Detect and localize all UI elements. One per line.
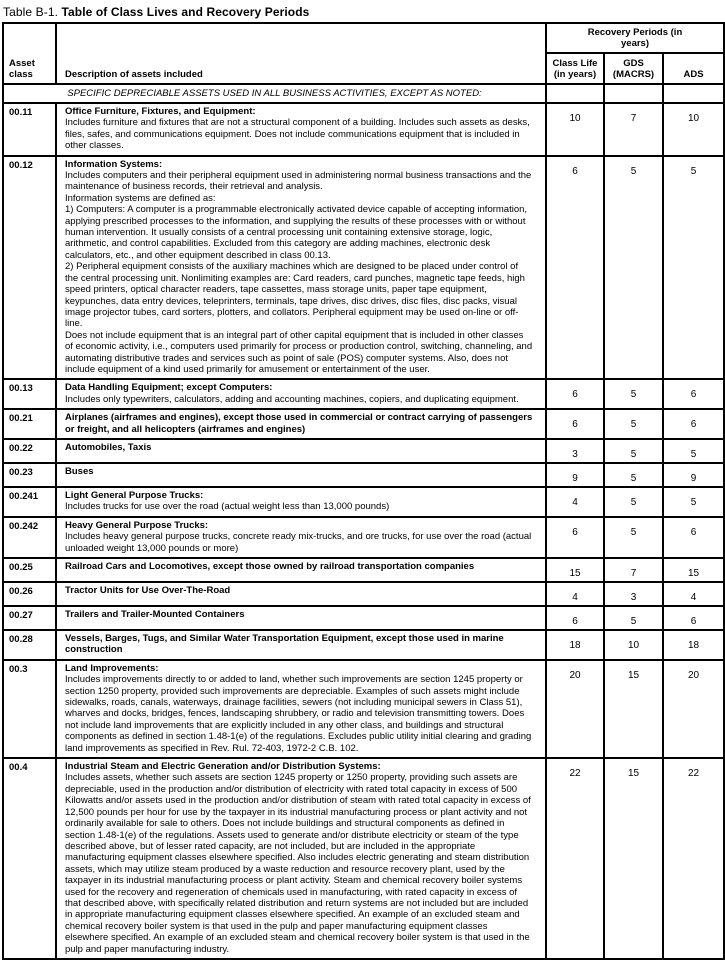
description-cell <box>56 758 546 959</box>
table-row <box>3 660 724 758</box>
ads-cell: 6 <box>663 409 724 439</box>
ads-cell: 10 <box>663 103 724 156</box>
ads-cell: 20 <box>663 660 724 758</box>
gds-cell: 15 <box>604 660 663 758</box>
table-row <box>3 409 724 439</box>
description-cell <box>56 487 546 517</box>
ads-cell: 9 <box>663 463 724 487</box>
description-header-label: Description of assets included <box>65 69 203 80</box>
gds-cell: 5 <box>604 487 663 517</box>
class-life-cell: 6 <box>546 379 604 409</box>
gds-cell: 10 <box>604 630 663 660</box>
table-number: Table B-1. <box>3 5 59 19</box>
asset-title: Information Systems: <box>65 158 163 170</box>
description-cell <box>56 517 546 558</box>
class-life-cell: 10 <box>546 103 604 156</box>
asset-description-paragraph: Includes improvements directly to or added to land, whether such improvements are section 1245 property or section 1250 property, provided such improvements are depreciable. Examples of such assets might include sidewalks, roads, canals, waterways, drainage facilities, sewers (not including municipal sewers in Class 51), wharves and docks, bridges, fences, landscaping shrubbery, or radio and television transmitting towers. Does not include land improvements that are explicitly included in any other class, and buildings and structural components as defined in section 1.48-1(e) of the regulations. Excludes public utility initial clearing and grading land improvements as specified in Rev. Rul. 72-403, 1972-2 C.B. 102. <box>65 674 532 754</box>
column-header-description <box>56 23 546 84</box>
asset-class-cell: 00.28 <box>3 630 56 660</box>
ads-cell <box>663 84 724 103</box>
ads-cell: 18 <box>663 630 724 660</box>
class-life-cell: 22 <box>546 758 604 959</box>
asset-class-cell: 00.26 <box>3 582 56 606</box>
asset-title: Industrial Steam and Electric Generation and/or Distribution Systems: <box>65 761 381 773</box>
asset-class-cell: 00.242 <box>3 517 56 558</box>
description-cell <box>56 439 546 463</box>
gds-cell <box>604 84 663 103</box>
column-header-asset-class <box>3 23 56 84</box>
description-cell <box>56 379 546 409</box>
description-cell <box>56 463 546 487</box>
gds-cell: 7 <box>604 103 663 156</box>
asset-title: Land Improvements: <box>65 662 159 674</box>
asset-title: Automobiles, Taxis <box>65 441 152 453</box>
asset-title: Heavy General Purpose Trucks: <box>65 519 209 531</box>
asset-description-paragraph: Includes furniture and fixtures that are not a structural component of a building. Includes such assets as desks, files, safes, and communications equipment. Does not include communications equipment that is included in other classes. <box>65 117 530 152</box>
asset-description-paragraph: 1) Computers: A computer is a programmable electronically activated device capable of accepting information, applying prescribed processes to the information, and supplying the results of these processes with or without human intervention. It usually consists of a central processing unit containing extensive storage, logic, arithmetic, and control capabilities. Excluded from this category are adding machines, electronic desk calculators, etc., and other equipment described in class 00.13. <box>65 204 528 261</box>
class-lives-table <box>2 22 725 960</box>
asset-description-paragraph: Includes heavy general purpose trucks, concrete ready mix-trucks, and ore trucks, for use over the road (actual unloaded weight 13,000 pounds or more) <box>65 531 532 554</box>
ads-cell: 5 <box>663 487 724 517</box>
asset-title: Airplanes (airframes and engines), except those used in commercial or contract carrying of passengers or freight, and all helicopters (airframes and engines) <box>65 412 533 435</box>
description-cell <box>56 660 546 758</box>
asset-class-cell: 00.4 <box>3 758 56 959</box>
asset-description-paragraph: Does not include equipment that is an integral part of other capital equipment that is included in other classes of economic activity, i.e., computers used primarily for process or production control, switching, channeling, and automating distributive trades and services such as point of sale (POS) computer systems. Also, does not include equipment of a kind used primarily for amusement or entertainment of the user. <box>65 329 533 375</box>
section-note-row <box>3 84 724 103</box>
table-row <box>3 517 724 558</box>
asset-class-cell: 00.13 <box>3 379 56 409</box>
column-header-class-life <box>546 53 604 84</box>
column-header-gds <box>604 53 663 84</box>
ads-header-label: ADS <box>683 69 704 80</box>
recovery-periods-header-label: Recovery Periods (in years) <box>587 27 683 49</box>
column-header-recovery-periods <box>546 23 724 53</box>
ads-cell: 6 <box>663 379 724 409</box>
class-life-cell: 9 <box>546 463 604 487</box>
asset-class-cell: 00.3 <box>3 660 56 758</box>
gds-cell: 7 <box>604 558 663 582</box>
class-life-cell: 6 <box>546 156 604 380</box>
table-row <box>3 582 724 606</box>
asset-title: Tractor Units for Use Over-The-Road <box>65 585 231 596</box>
class-life-cell: 20 <box>546 660 604 758</box>
asset-title: Railroad Cars and Locomotives, except those owned by railroad transportation companies <box>65 561 475 572</box>
description-cell <box>56 409 546 439</box>
column-header-ads <box>663 53 724 84</box>
class-life-cell: 6 <box>546 409 604 439</box>
description-cell <box>56 156 546 380</box>
ads-cell: 5 <box>663 156 724 380</box>
description-cell <box>56 558 546 582</box>
class-life-cell: 6 <box>546 517 604 558</box>
asset-class-cell: 00.11 <box>3 103 56 156</box>
asset-title: Trailers and Trailer-Mounted Containers <box>65 609 245 620</box>
asset-class-cell: 00.21 <box>3 409 56 439</box>
asset-description-paragraph: Includes computers and their peripheral equipment used in administering normal business transactions and the maintenance of business records, their retrieval and analysis. <box>65 170 532 193</box>
asset-class-cell: 00.23 <box>3 463 56 487</box>
table-row <box>3 379 724 409</box>
table-body <box>3 84 724 959</box>
table-header <box>3 23 724 84</box>
ads-cell: 6 <box>663 606 724 630</box>
gds-cell: 5 <box>604 463 663 487</box>
asset-title: Vessels, Barges, Tugs, and Similar Water Transportation Equipment, except those used in marine construction <box>65 633 504 656</box>
table-row <box>3 630 724 660</box>
class-life-cell: 4 <box>546 582 604 606</box>
class-life-header-label: Class Life (in years) <box>552 57 598 80</box>
asset-class-cell: 00.241 <box>3 487 56 517</box>
gds-cell: 5 <box>604 156 663 380</box>
table-row <box>3 103 724 156</box>
description-cell <box>56 630 546 660</box>
asset-class-header-label: Asset class <box>9 58 35 80</box>
asset-title: Data Handling Equipment; except Computers: <box>65 382 273 394</box>
table-row <box>3 606 724 630</box>
asset-title: Light General Purpose Trucks: <box>65 489 204 501</box>
table-row <box>3 156 724 380</box>
asset-description-paragraph: Includes assets, whether such assets are section 1245 property or 1250 property, providing such assets are depreciable, used in the production and/or distribution of electricity with rated total capacity in excess of 500 Kilowatts and/or assets used in the production and/or distribution of steam with rated total capacity in excess of 12,500 pounds per hour for use by the taxpayer in its industrial manufacturing process or plant activity and not ordinarily available for sale to others. Does not include buildings and structural components as defined in section 1.48-1(e) of the regulations. Assets used to generate and/or distribute electricity or steam of the type described above, but of lesser rated capacity, are not included, but are included in the appropriate manufacturing equipment classes elsewhere specified. Also includes electric generating and steam distribution assets, which may utilize steam produced by a waste reduction and resource recovery plant, used by the taxpayer in its industrial manufacturing process or plant activity. Steam and chemical recovery boiler systems used for the recovery and regeneration of chemicals used in manufacturing, with rated capacity in excess of that described above, with specifically related distribution and return systems are not included but are included in appropriate manufacturing equipment classes elsewhere specified. An example of an excluded steam and chemical recovery boiler system is that used in the pulp and paper manufacturing equipment classes elsewhere specified. An example of an excluded steam and chemical recovery boiler system is that used in the pulp and paper manufacturing industry. <box>65 772 531 955</box>
ads-cell: 22 <box>663 758 724 959</box>
gds-cell: 15 <box>604 758 663 959</box>
description-cell <box>56 103 546 156</box>
asset-class-cell: 00.25 <box>3 558 56 582</box>
gds-cell: 5 <box>604 379 663 409</box>
ads-cell: 5 <box>663 439 724 463</box>
description-cell <box>56 582 546 606</box>
asset-title: Office Furniture, Fixtures, and Equipment: <box>65 106 256 117</box>
page-title <box>3 5 725 19</box>
gds-cell: 5 <box>604 606 663 630</box>
section-note: SPECIFIC DEPRECIABLE ASSETS USED IN ALL BUSINESS ACTIVITIES, EXCEPT AS NOTED: <box>3 84 546 103</box>
asset-description-paragraph: 2) Peripheral equipment consists of the auxiliary machines which are designed to be placed under control of the central processing unit. Nonlimiting examples are: Card readers, card punches, magnetic tape feeds, high speed printers, optical character readers, tape cassettes, mass storage units, paper tape equipment, keypunches, data entry devices, teleprinters, terminals, tape drives, disc drives, disc files, disc packs, visual image projector tubes, card sorters, plotters, and collators. Peripheral equipment may be used on-line or off-line. <box>65 261 525 330</box>
asset-class-cell: 00.12 <box>3 156 56 380</box>
ads-cell: 15 <box>663 558 724 582</box>
table-row <box>3 558 724 582</box>
asset-description-paragraph: Includes trucks for use over the road (actual weight less than 13,000 pounds) <box>65 501 390 513</box>
asset-class-cell: 00.27 <box>3 606 56 630</box>
gds-header-label: GDS (MACRS) <box>612 57 655 80</box>
table-row <box>3 487 724 517</box>
class-life-cell <box>546 84 604 103</box>
class-life-cell: 6 <box>546 606 604 630</box>
class-life-cell: 4 <box>546 487 604 517</box>
class-life-cell: 15 <box>546 558 604 582</box>
class-life-cell: 3 <box>546 439 604 463</box>
asset-description-paragraph: Includes only typewriters, calculators, adding and accounting machines, copiers, and duplicating equipment. <box>65 393 519 405</box>
table-row <box>3 439 724 463</box>
asset-title: Buses <box>65 465 94 477</box>
header-row-top <box>3 23 724 53</box>
class-life-cell: 18 <box>546 630 604 660</box>
asset-class-cell: 00.22 <box>3 439 56 463</box>
description-cell <box>56 606 546 630</box>
table-row <box>3 463 724 487</box>
ads-cell: 4 <box>663 582 724 606</box>
gds-cell: 3 <box>604 582 663 606</box>
gds-cell: 5 <box>604 409 663 439</box>
ads-cell: 6 <box>663 517 724 558</box>
table-row <box>3 758 724 959</box>
asset-description-paragraph: Information systems are defined as: <box>65 192 216 204</box>
table-title: Table of Class Lives and Recovery Periods <box>61 5 310 19</box>
gds-cell: 5 <box>604 517 663 558</box>
gds-cell: 5 <box>604 439 663 463</box>
